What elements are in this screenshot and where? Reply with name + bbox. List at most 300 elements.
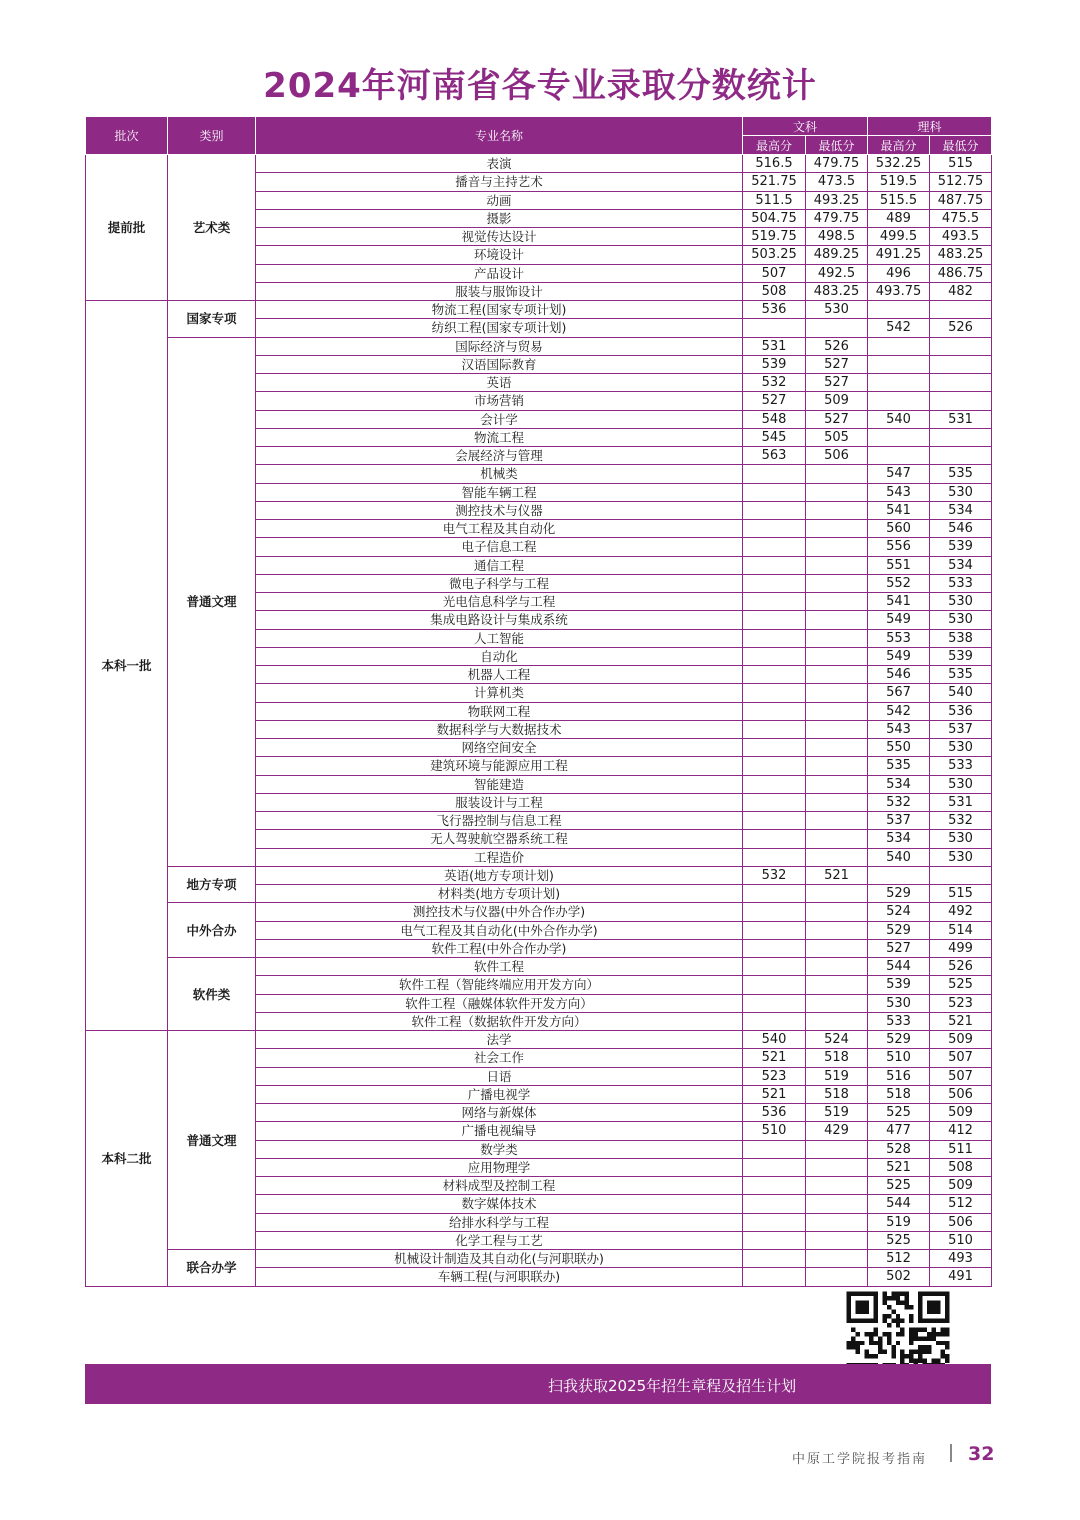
major-name-cell: 智能建造 bbox=[256, 775, 743, 793]
wenke-min-cell bbox=[806, 775, 868, 793]
like-min-cell bbox=[930, 447, 992, 465]
wenke-min-cell: 493.25 bbox=[806, 191, 868, 209]
wenke-min-cell: 527 bbox=[806, 355, 868, 373]
wenke-min-cell bbox=[806, 702, 868, 720]
category-cell: 普通文理 bbox=[168, 1031, 256, 1250]
like-max-cell: 527 bbox=[868, 939, 930, 957]
like-min-cell: 530 bbox=[930, 739, 992, 757]
like-min-cell: 539 bbox=[930, 538, 992, 556]
wenke-max-cell bbox=[743, 483, 806, 501]
major-name-cell: 服装设计与工程 bbox=[256, 793, 743, 811]
wenke-max-cell: 523 bbox=[743, 1067, 806, 1085]
wenke-max-cell: 536 bbox=[743, 1104, 806, 1122]
wenke-min-cell bbox=[806, 501, 868, 519]
like-max-cell bbox=[868, 301, 930, 319]
like-max-cell: 525 bbox=[868, 1177, 930, 1195]
like-min-cell: 507 bbox=[930, 1067, 992, 1085]
wenke-max-cell bbox=[743, 1268, 806, 1286]
like-max-cell: 556 bbox=[868, 538, 930, 556]
wenke-max-cell: 516.5 bbox=[743, 155, 806, 173]
major-name-cell: 法学 bbox=[256, 1031, 743, 1049]
like-max-cell: 493.75 bbox=[868, 282, 930, 300]
major-name-cell: 机器人工程 bbox=[256, 666, 743, 684]
category-cell: 艺术类 bbox=[168, 155, 256, 301]
major-name-cell: 物流工程 bbox=[256, 428, 743, 446]
like-max-cell bbox=[868, 355, 930, 373]
wenke-max-cell bbox=[743, 1012, 806, 1030]
wenke-min-cell bbox=[806, 793, 868, 811]
wenke-max-cell: 540 bbox=[743, 1031, 806, 1049]
major-name-cell: 纺织工程(国家专项计划) bbox=[256, 319, 743, 337]
wenke-max-cell: 548 bbox=[743, 410, 806, 428]
table-row bbox=[86, 1031, 992, 1049]
wenke-max-cell bbox=[743, 775, 806, 793]
major-name-cell: 测控技术与仪器(中外合作办学) bbox=[256, 903, 743, 921]
major-name-cell: 电子信息工程 bbox=[256, 538, 743, 556]
wenke-max-cell bbox=[743, 520, 806, 538]
wenke-min-cell: 521 bbox=[806, 866, 868, 884]
like-min-cell: 533 bbox=[930, 574, 992, 592]
like-min-cell: 531 bbox=[930, 793, 992, 811]
wenke-max-cell bbox=[743, 939, 806, 957]
wenke-min-cell: 509 bbox=[806, 392, 868, 410]
batch-cell: 提前批 bbox=[86, 155, 168, 301]
wenke-min-cell bbox=[806, 465, 868, 483]
like-min-cell: 536 bbox=[930, 702, 992, 720]
header-wenke-min: 最低分 bbox=[806, 136, 868, 155]
like-max-cell: 541 bbox=[868, 593, 930, 611]
like-min-cell: 506 bbox=[930, 1213, 992, 1231]
major-name-cell: 人工智能 bbox=[256, 629, 743, 647]
wenke-min-cell bbox=[806, 903, 868, 921]
major-name-cell: 网络与新媒体 bbox=[256, 1104, 743, 1122]
wenke-max-cell bbox=[743, 666, 806, 684]
wenke-max-cell bbox=[743, 976, 806, 994]
like-min-cell bbox=[930, 374, 992, 392]
header-batch: 批次 bbox=[86, 117, 168, 155]
banner-text: 扫我获取2025年招生章程及招生计划 bbox=[548, 1377, 797, 1395]
wenke-min-cell bbox=[806, 739, 868, 757]
like-max-cell: 540 bbox=[868, 410, 930, 428]
like-min-cell: 482 bbox=[930, 282, 992, 300]
major-name-cell: 自动化 bbox=[256, 647, 743, 665]
major-name-cell: 网络空间安全 bbox=[256, 739, 743, 757]
like-max-cell bbox=[868, 392, 930, 410]
like-min-cell: 534 bbox=[930, 556, 992, 574]
like-min-cell: 491 bbox=[930, 1268, 992, 1286]
batch-cell: 本科二批 bbox=[86, 1031, 168, 1287]
like-max-cell: 529 bbox=[868, 921, 930, 939]
wenke-max-cell bbox=[743, 921, 806, 939]
like-min-cell: 512 bbox=[930, 1195, 992, 1213]
major-name-cell: 集成电路设计与集成系统 bbox=[256, 611, 743, 629]
like-min-cell bbox=[930, 428, 992, 446]
wenke-min-cell bbox=[806, 830, 868, 848]
header-like: 理科 bbox=[868, 117, 992, 136]
like-max-cell: 516 bbox=[868, 1067, 930, 1085]
header-like-min: 最低分 bbox=[930, 136, 992, 155]
category-cell: 国家专项 bbox=[168, 301, 256, 338]
wenke-max-cell: 507 bbox=[743, 264, 806, 282]
like-max-cell bbox=[868, 428, 930, 446]
like-min-cell: 530 bbox=[930, 483, 992, 501]
like-max-cell: 502 bbox=[868, 1268, 930, 1286]
wenke-min-cell bbox=[806, 319, 868, 337]
like-max-cell: 532 bbox=[868, 793, 930, 811]
like-min-cell bbox=[930, 355, 992, 373]
like-min-cell: 493.5 bbox=[930, 228, 992, 246]
wenke-max-cell bbox=[743, 629, 806, 647]
table-row bbox=[86, 1250, 992, 1268]
like-min-cell: 540 bbox=[930, 684, 992, 702]
wenke-max-cell bbox=[743, 903, 806, 921]
wenke-min-cell bbox=[806, 647, 868, 665]
like-min-cell: 539 bbox=[930, 647, 992, 665]
like-min-cell: 514 bbox=[930, 921, 992, 939]
table-row bbox=[86, 301, 992, 319]
wenke-min-cell: 505 bbox=[806, 428, 868, 446]
like-max-cell: 528 bbox=[868, 1140, 930, 1158]
wenke-min-cell bbox=[806, 1213, 868, 1231]
wenke-max-cell bbox=[743, 1177, 806, 1195]
wenke-min-cell bbox=[806, 1231, 868, 1249]
wenke-min-cell: 524 bbox=[806, 1031, 868, 1049]
like-max-cell: 549 bbox=[868, 611, 930, 629]
wenke-min-cell: 479.75 bbox=[806, 155, 868, 173]
major-name-cell: 建筑环境与能源应用工程 bbox=[256, 757, 743, 775]
table-body bbox=[86, 155, 992, 1287]
major-name-cell: 表演 bbox=[256, 155, 743, 173]
wenke-min-cell bbox=[806, 939, 868, 957]
wenke-max-cell bbox=[743, 793, 806, 811]
major-name-cell: 软件工程（智能终端应用开发方向） bbox=[256, 976, 743, 994]
wenke-max-cell bbox=[743, 465, 806, 483]
like-max-cell: 489 bbox=[868, 209, 930, 227]
wenke-min-cell bbox=[806, 757, 868, 775]
like-min-cell: 530 bbox=[930, 611, 992, 629]
wenke-min-cell bbox=[806, 921, 868, 939]
like-min-cell: 530 bbox=[930, 848, 992, 866]
wenke-max-cell bbox=[743, 538, 806, 556]
wenke-min-cell: 506 bbox=[806, 447, 868, 465]
major-name-cell: 给排水科学与工程 bbox=[256, 1213, 743, 1231]
wenke-min-cell: 518 bbox=[806, 1085, 868, 1103]
wenke-max-cell: 521 bbox=[743, 1049, 806, 1067]
wenke-max-cell bbox=[743, 757, 806, 775]
like-min-cell: 487.75 bbox=[930, 191, 992, 209]
header-category: 类别 bbox=[168, 117, 256, 155]
wenke-max-cell bbox=[743, 574, 806, 592]
like-min-cell: 515 bbox=[930, 155, 992, 173]
wenke-min-cell bbox=[806, 848, 868, 866]
wenke-min-cell bbox=[806, 1250, 868, 1268]
like-max-cell: 477 bbox=[868, 1122, 930, 1140]
header-like-max: 最高分 bbox=[868, 136, 930, 155]
wenke-min-cell bbox=[806, 1195, 868, 1213]
like-max-cell: 547 bbox=[868, 465, 930, 483]
like-min-cell: 475.5 bbox=[930, 209, 992, 227]
major-name-cell: 物流工程(国家专项计划) bbox=[256, 301, 743, 319]
wenke-max-cell: 563 bbox=[743, 447, 806, 465]
like-min-cell: 509 bbox=[930, 1177, 992, 1195]
wenke-max-cell: 519.75 bbox=[743, 228, 806, 246]
header-wenke: 文科 bbox=[743, 117, 868, 136]
wenke-max-cell bbox=[743, 501, 806, 519]
like-max-cell: 544 bbox=[868, 1195, 930, 1213]
wenke-max-cell bbox=[743, 702, 806, 720]
major-name-cell: 智能车辆工程 bbox=[256, 483, 743, 501]
like-max-cell bbox=[868, 447, 930, 465]
major-name-cell: 产品设计 bbox=[256, 264, 743, 282]
footer-divider bbox=[950, 1444, 952, 1462]
major-name-cell: 材料成型及控制工程 bbox=[256, 1177, 743, 1195]
major-name-cell: 机械设计制造及其自动化(与河职联办) bbox=[256, 1250, 743, 1268]
like-max-cell bbox=[868, 337, 930, 355]
table-row bbox=[86, 155, 992, 173]
wenke-max-cell: 511.5 bbox=[743, 191, 806, 209]
major-name-cell: 软件工程（数据软件开发方向） bbox=[256, 1012, 743, 1030]
wenke-min-cell bbox=[806, 812, 868, 830]
like-min-cell: 521 bbox=[930, 1012, 992, 1030]
category-cell: 普通文理 bbox=[168, 337, 256, 866]
category-cell: 地方专项 bbox=[168, 866, 256, 903]
wenke-min-cell: 518 bbox=[806, 1049, 868, 1067]
like-min-cell: 530 bbox=[930, 775, 992, 793]
like-min-cell: 512.75 bbox=[930, 173, 992, 191]
like-min-cell: 534 bbox=[930, 501, 992, 519]
wenke-min-cell bbox=[806, 593, 868, 611]
wenke-max-cell: 532 bbox=[743, 866, 806, 884]
like-max-cell: 535 bbox=[868, 757, 930, 775]
wenke-max-cell bbox=[743, 812, 806, 830]
table-row bbox=[86, 958, 992, 976]
wenke-min-cell bbox=[806, 574, 868, 592]
wenke-min-cell: 526 bbox=[806, 337, 868, 355]
like-min-cell: 509 bbox=[930, 1104, 992, 1122]
like-min-cell: 530 bbox=[930, 830, 992, 848]
wenke-min-cell: 527 bbox=[806, 374, 868, 392]
wenke-max-cell bbox=[743, 1158, 806, 1176]
wenke-max-cell bbox=[743, 848, 806, 866]
wenke-max-cell: 527 bbox=[743, 392, 806, 410]
major-name-cell: 广播电视编导 bbox=[256, 1122, 743, 1140]
like-min-cell: 523 bbox=[930, 994, 992, 1012]
table-row bbox=[86, 866, 992, 884]
wenke-max-cell: 521.75 bbox=[743, 173, 806, 191]
like-max-cell: 519.5 bbox=[868, 173, 930, 191]
like-min-cell: 493 bbox=[930, 1250, 992, 1268]
wenke-min-cell bbox=[806, 1177, 868, 1195]
wenke-min-cell bbox=[806, 666, 868, 684]
like-max-cell: 530 bbox=[868, 994, 930, 1012]
wenke-max-cell bbox=[743, 684, 806, 702]
major-name-cell: 摄影 bbox=[256, 209, 743, 227]
like-min-cell: 510 bbox=[930, 1231, 992, 1249]
wenke-min-cell bbox=[806, 1268, 868, 1286]
like-max-cell: 524 bbox=[868, 903, 930, 921]
like-max-cell: 496 bbox=[868, 264, 930, 282]
wenke-min-cell: 530 bbox=[806, 301, 868, 319]
major-name-cell: 计算机类 bbox=[256, 684, 743, 702]
wenke-max-cell: 531 bbox=[743, 337, 806, 355]
wenke-min-cell: 527 bbox=[806, 410, 868, 428]
like-max-cell bbox=[868, 374, 930, 392]
footer-banner bbox=[85, 1364, 991, 1404]
batch-cell: 本科一批 bbox=[86, 301, 168, 1031]
wenke-max-cell bbox=[743, 1195, 806, 1213]
like-min-cell: 508 bbox=[930, 1158, 992, 1176]
admission-score-table bbox=[85, 116, 992, 1287]
major-name-cell: 软件工程(中外合作办学) bbox=[256, 939, 743, 957]
wenke-max-cell bbox=[743, 556, 806, 574]
wenke-min-cell bbox=[806, 720, 868, 738]
like-max-cell: 543 bbox=[868, 720, 930, 738]
wenke-max-cell bbox=[743, 611, 806, 629]
wenke-max-cell bbox=[743, 720, 806, 738]
wenke-min-cell bbox=[806, 1158, 868, 1176]
like-max-cell: 546 bbox=[868, 666, 930, 684]
like-max-cell: 542 bbox=[868, 319, 930, 337]
wenke-max-cell: 532 bbox=[743, 374, 806, 392]
wenke-max-cell bbox=[743, 994, 806, 1012]
major-name-cell: 数据科学与大数据技术 bbox=[256, 720, 743, 738]
major-name-cell: 无人驾驶航空器系统工程 bbox=[256, 830, 743, 848]
like-min-cell: 499 bbox=[930, 939, 992, 957]
like-max-cell: 539 bbox=[868, 976, 930, 994]
wenke-min-cell bbox=[806, 611, 868, 629]
major-name-cell: 环境设计 bbox=[256, 246, 743, 264]
like-max-cell: 553 bbox=[868, 629, 930, 647]
like-min-cell: 538 bbox=[930, 629, 992, 647]
like-min-cell: 506 bbox=[930, 1085, 992, 1103]
like-min-cell: 486.75 bbox=[930, 264, 992, 282]
like-max-cell: 541 bbox=[868, 501, 930, 519]
wenke-min-cell bbox=[806, 538, 868, 556]
like-max-cell: 521 bbox=[868, 1158, 930, 1176]
major-name-cell: 工程造价 bbox=[256, 848, 743, 866]
like-max-cell: 540 bbox=[868, 848, 930, 866]
wenke-min-cell bbox=[806, 1012, 868, 1030]
major-name-cell: 动画 bbox=[256, 191, 743, 209]
major-name-cell: 服装与服饰设计 bbox=[256, 282, 743, 300]
like-max-cell: 512 bbox=[868, 1250, 930, 1268]
major-name-cell: 社会工作 bbox=[256, 1049, 743, 1067]
like-max-cell: 560 bbox=[868, 520, 930, 538]
like-max-cell: 499.5 bbox=[868, 228, 930, 246]
wenke-min-cell: 519 bbox=[806, 1067, 868, 1085]
like-min-cell bbox=[930, 337, 992, 355]
table-row bbox=[86, 337, 992, 355]
wenke-max-cell bbox=[743, 1250, 806, 1268]
like-max-cell: 529 bbox=[868, 1031, 930, 1049]
wenke-max-cell bbox=[743, 1140, 806, 1158]
major-name-cell: 材料类(地方专项计划) bbox=[256, 885, 743, 903]
wenke-min-cell bbox=[806, 483, 868, 501]
major-name-cell: 数字媒体技术 bbox=[256, 1195, 743, 1213]
major-name-cell: 会计学 bbox=[256, 410, 743, 428]
wenke-min-cell bbox=[806, 958, 868, 976]
wenke-max-cell bbox=[743, 739, 806, 757]
like-min-cell: 526 bbox=[930, 958, 992, 976]
wenke-max-cell bbox=[743, 1213, 806, 1231]
wenke-min-cell bbox=[806, 994, 868, 1012]
like-min-cell: 533 bbox=[930, 757, 992, 775]
major-name-cell: 英语 bbox=[256, 374, 743, 392]
wenke-max-cell bbox=[743, 319, 806, 337]
major-name-cell: 电气工程及其自动化 bbox=[256, 520, 743, 538]
wenke-max-cell bbox=[743, 958, 806, 976]
major-name-cell: 市场营销 bbox=[256, 392, 743, 410]
major-name-cell: 机械类 bbox=[256, 465, 743, 483]
footer-guide-title: 中原工学院报考指南 bbox=[792, 1452, 928, 1467]
like-max-cell: 550 bbox=[868, 739, 930, 757]
header-wenke-max: 最高分 bbox=[743, 136, 806, 155]
wenke-min-cell bbox=[806, 556, 868, 574]
wenke-max-cell: 508 bbox=[743, 282, 806, 300]
page-title: 2024年河南省各专业录取分数统计 bbox=[263, 66, 817, 106]
category-cell: 中外合办 bbox=[168, 903, 256, 958]
wenke-min-cell bbox=[806, 976, 868, 994]
wenke-max-cell: 545 bbox=[743, 428, 806, 446]
like-min-cell: 525 bbox=[930, 976, 992, 994]
wenke-min-cell bbox=[806, 684, 868, 702]
major-name-cell: 飞行器控制与信息工程 bbox=[256, 812, 743, 830]
wenke-min-cell: 429 bbox=[806, 1122, 868, 1140]
major-name-cell: 汉语国际教育 bbox=[256, 355, 743, 373]
like-max-cell bbox=[868, 866, 930, 884]
like-max-cell: 519 bbox=[868, 1213, 930, 1231]
major-name-cell: 应用物理学 bbox=[256, 1158, 743, 1176]
wenke-max-cell bbox=[743, 593, 806, 611]
like-max-cell: 515.5 bbox=[868, 191, 930, 209]
like-min-cell bbox=[930, 392, 992, 410]
like-min-cell bbox=[930, 866, 992, 884]
major-name-cell: 物联网工程 bbox=[256, 702, 743, 720]
major-name-cell: 通信工程 bbox=[256, 556, 743, 574]
wenke-max-cell: 521 bbox=[743, 1085, 806, 1103]
wenke-max-cell bbox=[743, 830, 806, 848]
like-min-cell: 535 bbox=[930, 666, 992, 684]
major-name-cell: 电气工程及其自动化(中外合作办学) bbox=[256, 921, 743, 939]
wenke-min-cell: 473.5 bbox=[806, 173, 868, 191]
major-name-cell: 数学类 bbox=[256, 1140, 743, 1158]
like-min-cell: 526 bbox=[930, 319, 992, 337]
major-name-cell: 软件工程 bbox=[256, 958, 743, 976]
like-max-cell: 544 bbox=[868, 958, 930, 976]
like-min-cell: 515 bbox=[930, 885, 992, 903]
major-name-cell: 日语 bbox=[256, 1067, 743, 1085]
wenke-max-cell: 510 bbox=[743, 1122, 806, 1140]
page-number: 32 bbox=[968, 1443, 995, 1465]
category-cell: 联合办学 bbox=[168, 1250, 256, 1287]
header-major: 专业名称 bbox=[256, 117, 743, 155]
like-min-cell: 530 bbox=[930, 593, 992, 611]
like-max-cell: 533 bbox=[868, 1012, 930, 1030]
major-name-cell: 播音与主持艺术 bbox=[256, 173, 743, 191]
major-name-cell: 软件工程（融媒体软件开发方向） bbox=[256, 994, 743, 1012]
like-min-cell: 483.25 bbox=[930, 246, 992, 264]
like-min-cell: 492 bbox=[930, 903, 992, 921]
like-max-cell: 525 bbox=[868, 1231, 930, 1249]
wenke-min-cell bbox=[806, 520, 868, 538]
like-max-cell: 567 bbox=[868, 684, 930, 702]
major-name-cell: 国际经济与贸易 bbox=[256, 337, 743, 355]
wenke-max-cell: 539 bbox=[743, 355, 806, 373]
major-name-cell: 广播电视学 bbox=[256, 1085, 743, 1103]
major-name-cell: 英语(地方专项计划) bbox=[256, 866, 743, 884]
major-name-cell: 视觉传达设计 bbox=[256, 228, 743, 246]
like-min-cell: 511 bbox=[930, 1140, 992, 1158]
